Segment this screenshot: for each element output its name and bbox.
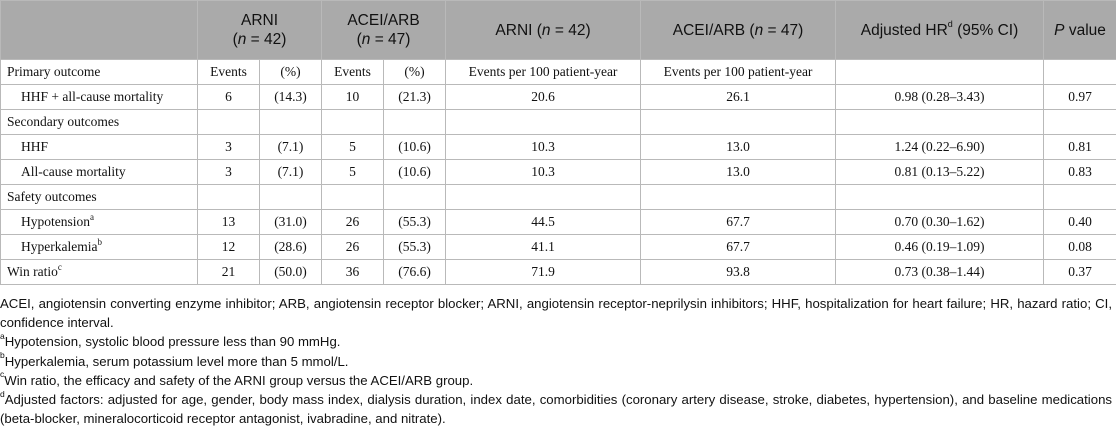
empty-cell (322, 110, 384, 135)
arni-events: 12 (198, 235, 260, 260)
empty-cell (384, 185, 446, 210)
footnote-a: $^a$Hypotension, systolic blood pressure less than 90 mmHg. (0, 331, 341, 350)
arni-events: 21 (198, 260, 260, 285)
acei-rate: 13.0 (641, 160, 836, 185)
arni-rate: 10.3 (446, 135, 641, 160)
acei-pct: (76.6) (384, 260, 446, 285)
row-label: HHF (1, 135, 198, 160)
abbreviations-note: ACEI, angiotensin converting enzyme inhibitor; ARB, angiotensin receptor blocker; ARNI, angiotensin receptor-neprilysin inhibitors; HHF, hospitalization for heart failure; HR, hazard ratio; CI, confidence interval. (0, 296, 1112, 331)
p-value: 0.40 (1044, 210, 1116, 235)
arni-rate: 41.1 (446, 235, 641, 260)
arni-pct: (7.1) (260, 160, 322, 185)
header-adjusted-hr: Adjusted $HR^d$ (95% CI) (836, 1, 1044, 60)
arni-events: 13 (198, 210, 260, 235)
acei-rate: 67.7 (641, 235, 836, 260)
arni-rate: 44.5 (446, 210, 641, 235)
empty-cell (836, 110, 1044, 135)
acei-events: 5 (322, 160, 384, 185)
empty-cell (1044, 110, 1116, 135)
acei-pct: (55.3) (384, 235, 446, 260)
acei-rate: 13.0 (641, 135, 836, 160)
table-row (1, 260, 1116, 285)
acei-pct: (10.6) (384, 160, 446, 185)
section-row-secondary (1, 110, 1116, 135)
acei-events-label: Events (322, 60, 384, 85)
table-footnotes (0, 294, 1112, 428)
arni-pct: (28.6) (260, 235, 322, 260)
empty-cell (384, 110, 446, 135)
subheader-row (1, 60, 1116, 85)
arni-rate: 10.3 (446, 160, 641, 185)
adjusted-hr: 0.73 (0.38–1.44) (836, 260, 1044, 285)
row-label: Hyperkalemia$^b$ (1, 235, 198, 260)
arni-pct: (14.3) (260, 85, 322, 110)
arni-rate: 20.6 (446, 85, 641, 110)
header-p-value: P value (1044, 1, 1116, 60)
row-label: Win ratio$^c$ (1, 260, 198, 285)
adjusted-hr: 0.81 (0.13–5.22) (836, 160, 1044, 185)
p-value: 0.97 (1044, 85, 1116, 110)
acei-events: 26 (322, 210, 384, 235)
table-row (1, 135, 1116, 160)
arni-events: 3 (198, 160, 260, 185)
acei-pct: (10.6) (384, 135, 446, 160)
empty-cell (446, 185, 641, 210)
empty-cell (641, 185, 836, 210)
empty-cell (260, 110, 322, 135)
acei-rate-label: Events per 100 patient-year (641, 60, 836, 85)
p-value: 0.83 (1044, 160, 1116, 185)
primary-outcome-label: Primary outcome (1, 60, 198, 85)
acei-events: 5 (322, 135, 384, 160)
empty-cell (1044, 185, 1116, 210)
table-row (1, 210, 1116, 235)
row-label: All-cause mortality (1, 160, 198, 185)
arni-pct: (31.0) (260, 210, 322, 235)
empty-cell (322, 185, 384, 210)
acei-rate: 93.8 (641, 260, 836, 285)
arni-pct: (50.0) (260, 260, 322, 285)
empty-cell (260, 185, 322, 210)
header-row (1, 1, 1116, 60)
empty-cell (446, 110, 641, 135)
table-row (1, 235, 1116, 260)
section-label: Safety outcomes (1, 185, 198, 210)
arni-pct-label: (%) (260, 60, 322, 85)
acei-pct: (55.3) (384, 210, 446, 235)
section-row-safety (1, 185, 1116, 210)
empty-cell (198, 185, 260, 210)
acei-rate: 26.1 (641, 85, 836, 110)
footnote-b: $^b$Hyperkalemia, serum potassium level more than 5 mmol/L. (0, 350, 349, 369)
hr-empty (836, 60, 1044, 85)
adjusted-hr: 0.70 (0.30–1.62) (836, 210, 1044, 235)
header-arni-events: ARNI (n = 42) (198, 1, 322, 60)
section-label: Secondary outcomes (1, 110, 198, 135)
footnote-d: $^d$Adjusted factors: adjusted for age, gender, body mass index, dialysis duration, index date, comorbidities (coronary artery disease, stroke, diabetes, hypertension), and baseline medications (beta-blocker, mineralocorticoid receptor antagonist, ivabradine, and nitrate). (0, 388, 1112, 427)
table-row (1, 160, 1116, 185)
acei-rate: 67.7 (641, 210, 836, 235)
arni-pct: (7.1) (260, 135, 322, 160)
p-value: 0.37 (1044, 260, 1116, 285)
arni-events: 6 (198, 85, 260, 110)
acei-events: 10 (322, 85, 384, 110)
p-empty (1044, 60, 1116, 85)
adjusted-hr: 0.98 (0.28–3.43) (836, 85, 1044, 110)
row-label: Hypotension$^a$ (1, 210, 198, 235)
header-acei-rate: ACEI/ARB (n = 47) (641, 1, 836, 60)
header-arni-rate: ARNI (n = 42) (446, 1, 641, 60)
arni-rate: 71.9 (446, 260, 641, 285)
footnote-c: $^c$Win ratio, the efficacy and safety of the ARNI group versus the ACEI/ARB group. (0, 369, 474, 388)
header-empty (1, 1, 198, 60)
adjusted-hr: 0.46 (0.19–1.09) (836, 235, 1044, 260)
adjusted-hr: 1.24 (0.22–6.90) (836, 135, 1044, 160)
p-value: 0.08 (1044, 235, 1116, 260)
header-acei-events: ACEI/ARB (n = 47) (322, 1, 446, 60)
row-label: HHF + all-cause mortality (1, 85, 198, 110)
p-value: 0.81 (1044, 135, 1116, 160)
empty-cell (836, 185, 1044, 210)
table-row (1, 85, 1116, 110)
arni-rate-label: Events per 100 patient-year (446, 60, 641, 85)
empty-cell (198, 110, 260, 135)
acei-pct: (21.3) (384, 85, 446, 110)
arni-events-label: Events (198, 60, 260, 85)
acei-events: 26 (322, 235, 384, 260)
acei-pct-label: (%) (384, 60, 446, 85)
empty-cell (641, 110, 836, 135)
acei-events: 36 (322, 260, 384, 285)
arni-events: 3 (198, 135, 260, 160)
